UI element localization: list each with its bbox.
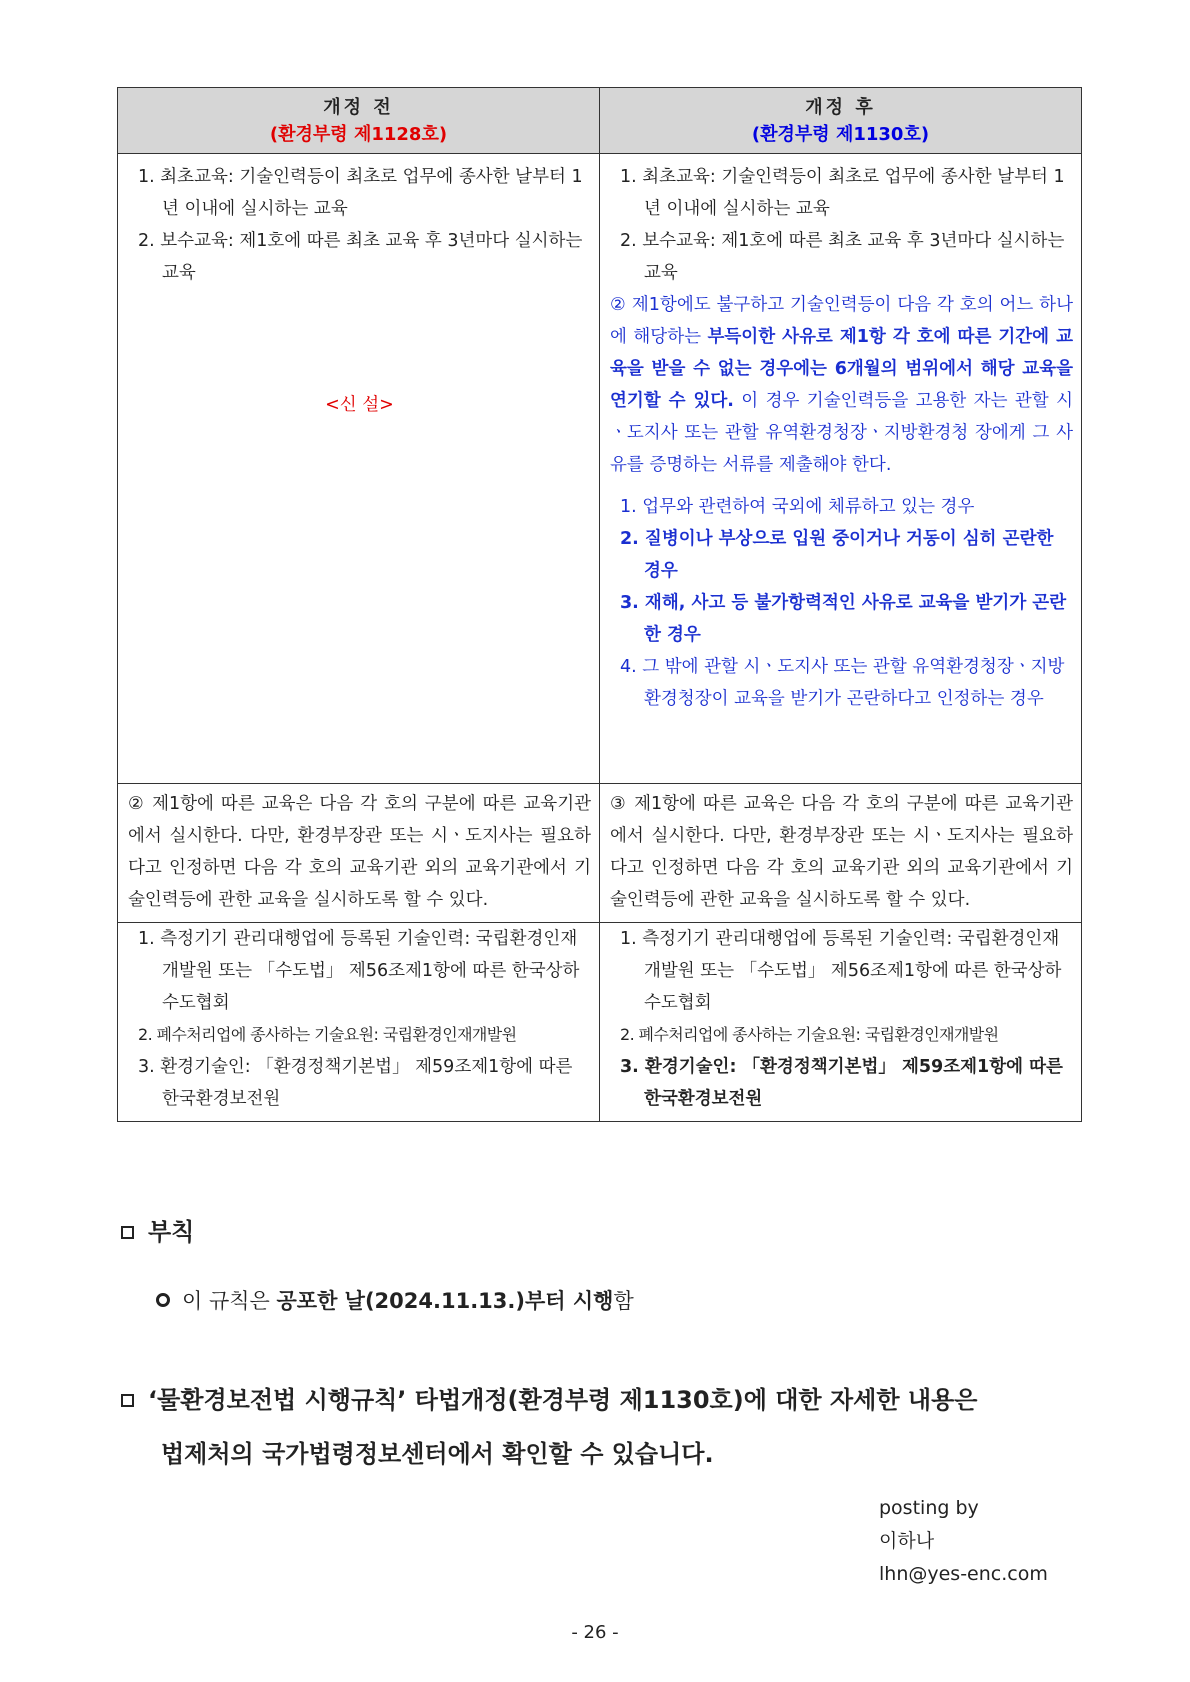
list-item: 3. 재해, 사고 등 불가항력적인 사유로 교육을 받기가 곤란한 경우 (620, 593, 1067, 645)
addendum-text-end: 함 (613, 1289, 634, 1313)
list-item: 1. 최초교육: 기술인력등이 최초로 업무에 종사한 날부터 1년 이내에 실시하는 교육 (620, 167, 1065, 219)
list-item: 2. 질병이나 부상으로 입원 중이거나 거동이 심히 곤란한 경우 (620, 529, 1054, 581)
before-header (118, 88, 600, 154)
after-header-subtitle: (환경부령 제1130호) (751, 124, 930, 145)
addendum-heading-text: 부칙 (148, 1218, 195, 1246)
paragraph-text: 이 경우 기술인력등을 고용한 자는 관할 시ㆍ도지사 또는 관할 유역환경청장ㆍ지방환경청 장에게 그 사유를 증명하는 서류를 제출해야 한다. (610, 391, 1074, 475)
paragraph-bold-text: 부득이한 사유로 제1항 각 호에 따른 기간에 교육을 받을 수 없는 경우에는 6개월의 범위에서 해당 교육을 연기할 수 있다. (610, 327, 1073, 411)
after-cell-paragraph (600, 784, 1082, 923)
new-item-list (610, 491, 1073, 715)
addendum-heading (121, 1212, 194, 1247)
before-header-title: 개정 전 (323, 97, 394, 118)
list-item: 1. 업무와 관련하여 국외에 체류하고 있는 경우 (620, 497, 975, 517)
list-item: 3. 환경기술인: 「환경정책기본법」 제59조제1항에 따른 한국환경보전원 (620, 1057, 1063, 1109)
after-header-title: 개정 후 (805, 97, 876, 118)
list-item: 1. 측정기기 관리대행업에 등록된 기술인력: 국립환경인재개발원 또는 「수도법」 제56조제1항에 따른 한국상하수도협회 (620, 929, 1062, 1013)
circle-bullet-icon (156, 1293, 170, 1307)
list-item: 2. 보수교육: 제1호에 따른 최초 교육 후 3년마다 실시하는 교육 (138, 231, 583, 283)
posting-author: 이하나 (879, 1530, 935, 1552)
notice-line-1 (121, 1373, 1081, 1427)
notice (121, 1373, 1081, 1481)
new-provision-mark: <신 설> (325, 395, 394, 415)
addendum-text-start: 이 규칙은 (182, 1289, 277, 1313)
after-cell-items (600, 154, 1082, 784)
square-bullet-icon (121, 1226, 134, 1239)
posting-email: lhn@yes-enc.com (879, 1563, 1048, 1585)
table-row (118, 784, 1082, 923)
list-item: 4. 그 밖에 관할 시ㆍ도지사 또는 관할 유역환경청장ㆍ지방환경청장이 교육을 받기가 곤란하다고 인정하는 경우 (620, 657, 1065, 709)
posting-info (879, 1492, 1048, 1591)
paragraph-text: ② 제1항에도 불구하고 기술인력등이 다음 각 호의 어느 하나에 해당하는 (610, 295, 1073, 347)
list-item: 3. 환경기술인: 「환경정책기본법」 제59조제1항에 따른 한국환경보전원 (138, 1057, 573, 1109)
posting-label: posting by (879, 1497, 979, 1519)
before-cell-institutions (118, 923, 600, 1122)
paragraph-2: ② 제1항에 따른 교육은 다음 각 호의 구분에 따른 교육기관에서 실시한다. 다만, 환경부장관 또는 시ㆍ도지사는 필요하다고 인정하면 다음 각 호의 교육기관 외의 교육기관에서 기술인력등에 관한 교육을 실시하도록 할 수 있다. (128, 794, 591, 910)
before-cell-items (118, 154, 600, 784)
amendment-comparison-table (117, 87, 1082, 1122)
before-cell-paragraph (118, 784, 600, 923)
notice-line-1-text: ‘물환경보전법 시행규칙’ 타법개정(환경부령 제1130호)에 대한 자세한 내용은 (148, 1386, 978, 1414)
list-item: 2. 폐수처리업에 종사하는 기술요원: 국립환경인재개발원 (138, 1025, 517, 1044)
addendum-text (156, 1285, 634, 1315)
page-number: - 26 - (571, 1622, 619, 1643)
paragraph-3: ③ 제1항에 따른 교육은 다음 각 호의 구분에 따른 교육기관에서 실시한다. 다만, 환경부장관 또는 시ㆍ도지사는 필요하다고 인정하면 다음 각 호의 교육기관 외의 교육기관에서 기술인력등에 관한 교육을 실시하도록 할 수 있다. (610, 794, 1073, 910)
after-cell-institutions (600, 923, 1082, 1122)
list-item: 2. 폐수처리업에 종사하는 기술요원: 국립환경인재개발원 (620, 1025, 999, 1044)
notice-line-2: 법제처의 국가법령정보센터에서 확인할 수 있습니다. (161, 1440, 714, 1468)
list-item: 2. 보수교육: 제1호에 따른 최초 교육 후 3년마다 실시하는 교육 (620, 231, 1065, 283)
square-bullet-icon (121, 1394, 134, 1407)
table-row (118, 154, 1082, 784)
list-item: 1. 측정기기 관리대행업에 등록된 기술인력: 국립환경인재개발원 또는 「수도법」 제56조제1항에 따른 한국상하수도협회 (138, 929, 580, 1013)
table-row (118, 923, 1082, 1122)
list-item: 1. 최초교육: 기술인력등이 최초로 업무에 종사한 날부터 1년 이내에 실시하는 교육 (138, 167, 583, 219)
addendum-text-bold: 공포한 날(2024.11.13.)부터 시행 (276, 1289, 614, 1313)
table-header-row (118, 88, 1082, 154)
after-header (600, 88, 1082, 154)
before-header-subtitle: (환경부령 제1128호) (269, 124, 448, 145)
new-paragraph-2 (610, 289, 1073, 481)
